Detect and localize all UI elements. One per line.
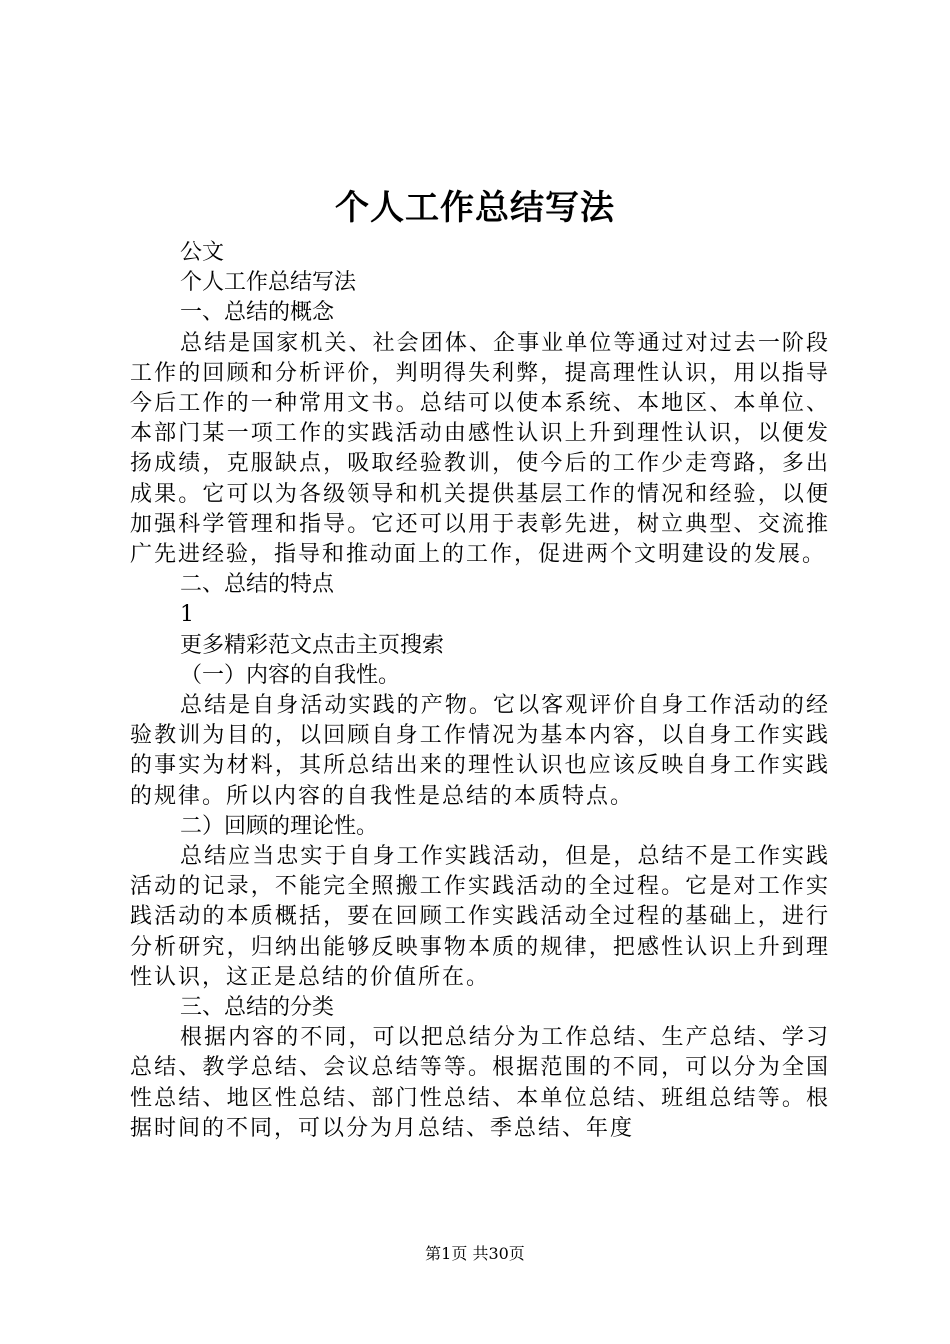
- category-line: 公文: [180, 240, 225, 265]
- page-footer: 第1页 共30页: [425, 1244, 525, 1263]
- page-marker: 1: [180, 602, 194, 628]
- section-heading-features: 二、总结的特点: [180, 572, 335, 598]
- more-articles-link[interactable]: 更多精彩范文点击主页搜索: [180, 632, 445, 658]
- paragraph-theoretical: 总结应当忠实于自身工作实践活动，但是，总结不是工作实践活动的记录，不能完全照搬工作实践活动的全过程。它是对工作实践活动的本质概括，要在回顾工作实践活动全过程的基础上，进行分析研究，归纳出能够反映事物本质的规律，把感性认识上升到理性认识，这正是总结的价值所在。: [130, 843, 830, 990]
- document-title: 个人工作总结写法: [335, 188, 615, 228]
- section-heading-classification: 三、总结的分类: [180, 994, 335, 1020]
- document-body: [130, 238, 830, 1144]
- section-heading-concept: 一、总结的概念: [180, 300, 335, 326]
- paragraph-self-nature: 总结是自身活动实践的产物。它以客观评价自身工作活动的经验教训为目的，以回顾自身工作情况为基本内容，以自身工作实践的事实为材料，其所总结出来的理性认识也应该反映自身工作实践的规律。所以内容的自我性是总结的本质特点。: [130, 692, 830, 809]
- subheading-self-nature: （一）内容的自我性。: [180, 662, 401, 688]
- paragraph-classification: 根据内容的不同，可以把总结分为工作总结、生产总结、学习总结、教学总结、会议总结等等。根据范围的不同，可以分为全国性总结、地区性总结、部门性总结、本单位总结、班组总结等。根据时间的不同，可以分为月总结、季总结、年度: [130, 1025, 830, 1141]
- subheading-theoretical: 二）回顾的理论性。: [180, 813, 379, 839]
- subtitle-line: 个人工作总结写法: [180, 270, 357, 296]
- paragraph-concept: 总结是国家机关、社会团体、企事业单位等通过对过去一阶段工作的回顾和分析评价，判明得失利弊，提高理性认识，用以指导今后工作的一种常用文书。总结可以使本系统、本地区、本单位、本部门某一项工作的实践活动由感性认识上升到理性认识，以便发扬成绩，克服缺点，吸取经验教训，使今后的工作少走弯路，多出成果。它可以为各级领导和机关提供基层工作的情况和经验，以便加强科学管理和指导。它还可以用于表彰先进，树立典型、交流推广先进经验，指导和推动面上的工作，促进两个文明建设的发展。: [130, 330, 830, 567]
